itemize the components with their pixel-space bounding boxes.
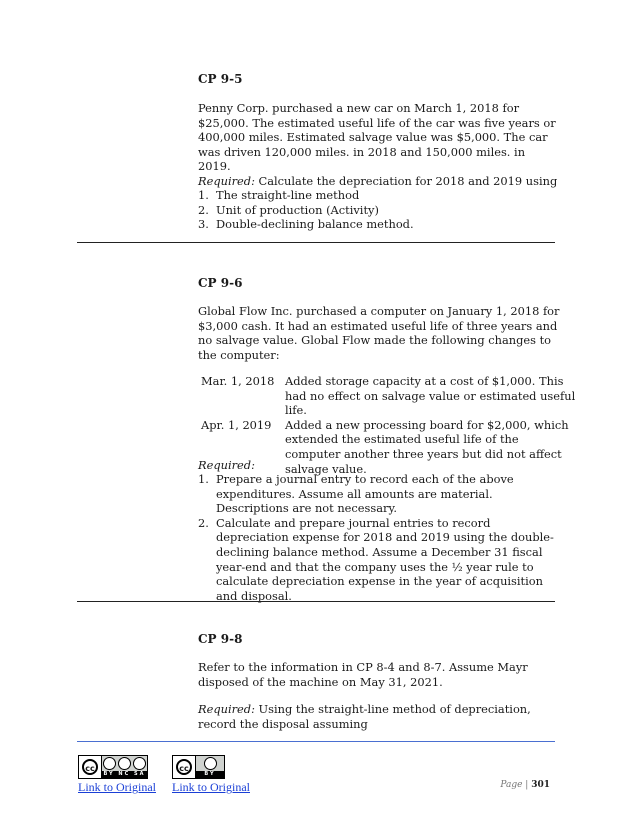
sa-icon: [133, 757, 146, 770]
cc-by-badge: [172, 755, 225, 779]
cc-icon: cc: [82, 759, 98, 775]
list-item: 3. Double-declining balance method.: [198, 217, 414, 232]
required-text: Calculate the depreciation for 2018 and 2019 using: [254, 174, 558, 188]
section-heading-cp-9-6: CP 9-6: [198, 276, 243, 290]
entry-text: Added a new processing board for $2,000, which extended the estimated useful life of the computer another three years but did not affect salvage value.: [285, 417, 569, 476]
section-divider: [77, 601, 555, 602]
link-to-original-1[interactable]: Link to Original: [78, 780, 156, 794]
link-to-original-2[interactable]: Link to Original: [172, 780, 250, 794]
section-body-cp-9-5: Penny Corp. purchased a new car on March 1, 2018 for $25,000. The estimated useful life of the car was five years or 400,000 miles. Estimated salvage value was $5,000. The car was driven 120,000 miles. in 2018 and 150,000 miles. in 2019.: [198, 101, 556, 174]
badge-label: BY: [196, 771, 224, 778]
list-item: 2. Calculate and prepare journal entries to record depreciation expense for 2018 and 2019 using the double-declining balance method. Assume a December 31 fiscal year-end and that the company uses the ½ year rule to calculate depreciation expense in the year of acquisition and disposal.: [198, 515, 554, 603]
footer-divider: [77, 741, 555, 742]
section-body-cp-9-8: Refer to the information in CP 8-4 and 8-7. Assume Mayr disposed of the machine on May 31, 2021.: [198, 660, 528, 689]
list-item: 1. The straight-line method: [198, 188, 360, 202]
required-label: Required:: [198, 702, 255, 716]
entry-text: Added storage capacity at a cost of $1,000. This had no effect on salvage value or estimated useful life.: [285, 374, 576, 418]
nc-icon: [118, 757, 131, 770]
required-cp-9-5: [198, 174, 560, 189]
section-body-cp-9-6: Global Flow Inc. purchased a computer on January 1, 2018 for $3,000 cash. It had an estimated useful life of three years and no salvage value. Global Flow made the following changes to the computer:: [198, 304, 560, 362]
entry-date: Mar. 1, 2018: [201, 374, 275, 388]
required-label-cp-9-6: Required:: [198, 458, 255, 472]
list-item: 1. Prepare a journal entry to record each of the above expenditures. Assume all amounts are material. Descriptions are not necessary.: [198, 472, 514, 516]
section-heading-cp-9-5: CP 9-5: [198, 72, 243, 86]
badge-label: BY NC SA: [103, 771, 146, 777]
table-row: [198, 374, 578, 418]
required-text: Using the straight-line method of depreciation, record the disposal assuming: [198, 702, 531, 731]
list-item: 2. Unit of production (Activity): [198, 202, 379, 217]
required-cp-9-8: [198, 702, 560, 731]
required-label: Required:: [198, 174, 255, 188]
by-icon: [204, 757, 217, 770]
page-number: Page | 301: [500, 780, 550, 790]
cc-icon: cc: [176, 759, 192, 775]
cc-by-nc-sa-badge: [78, 755, 148, 779]
by-icon: [103, 757, 116, 770]
section-heading-cp-9-8: CP 9-8: [198, 632, 243, 646]
list-cp-9-6: [198, 472, 560, 603]
list-cp-9-5: [198, 188, 560, 232]
entry-date: Apr. 1, 2019: [201, 417, 272, 432]
section-divider: [77, 242, 555, 243]
